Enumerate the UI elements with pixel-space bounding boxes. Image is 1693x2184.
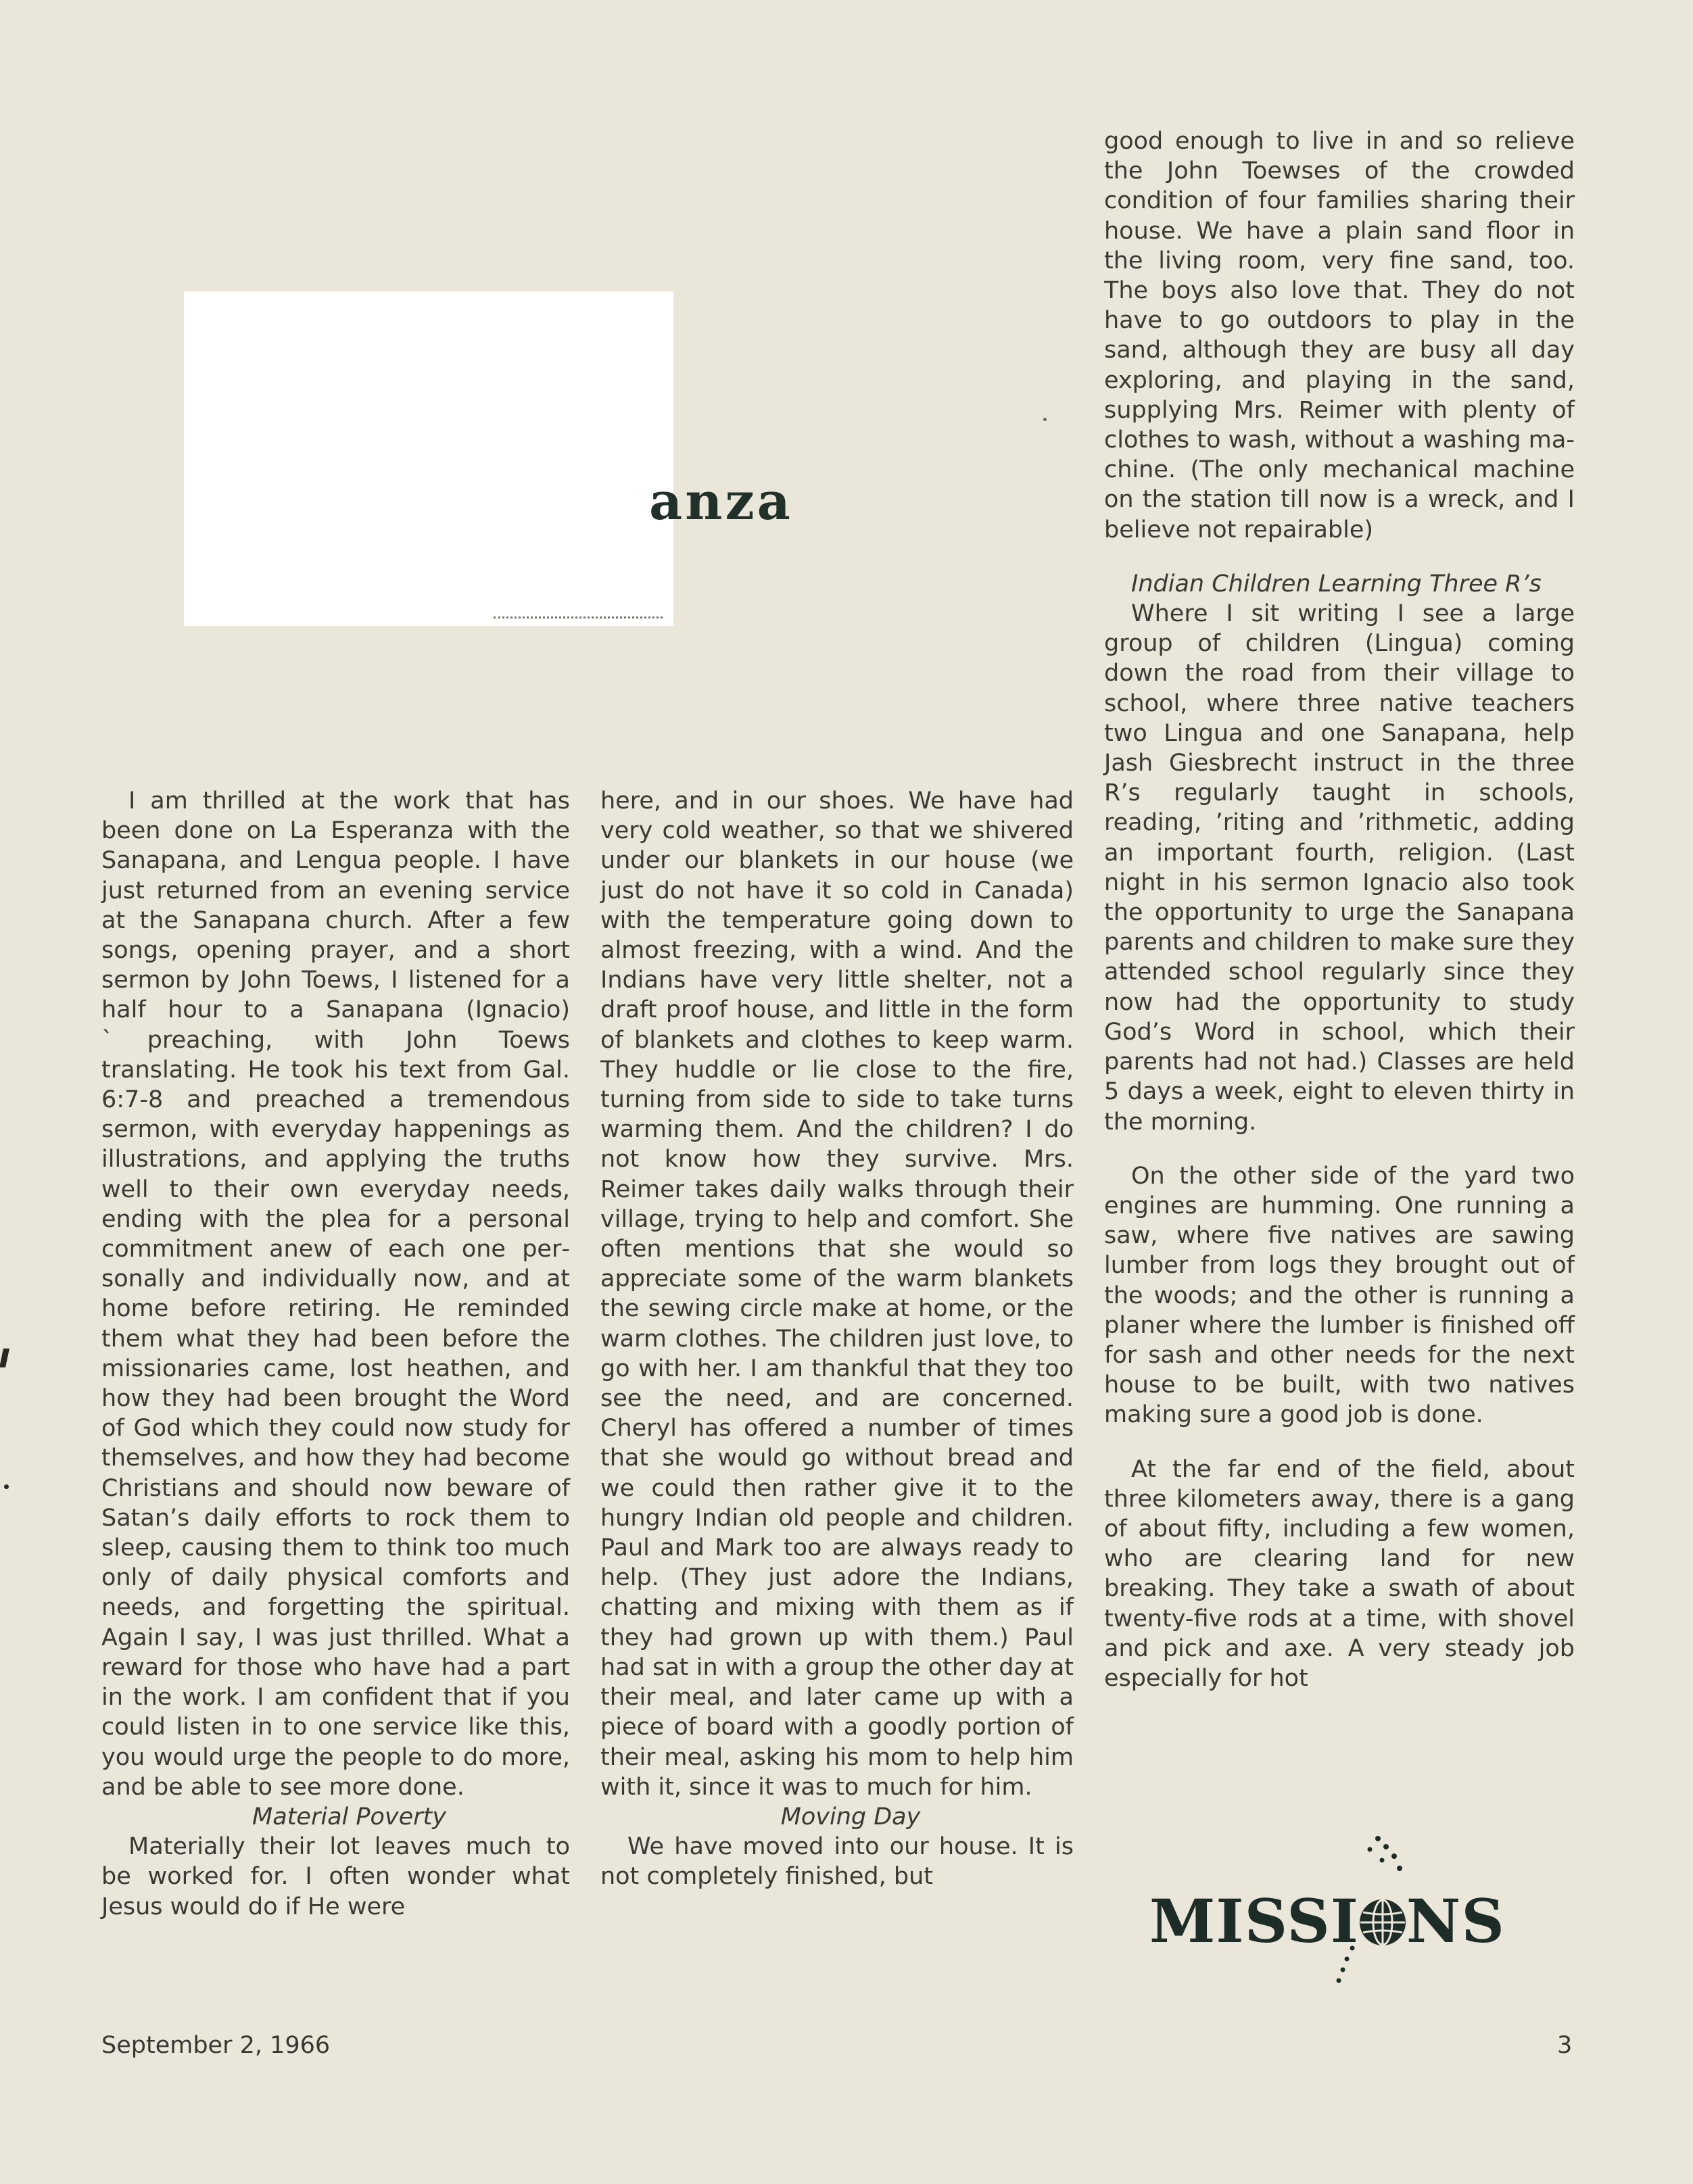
paragraph-clearing-land: At the far end of the field, about three kilometers away, there is a gang of about fifty, including a few women, who are clearing land for new breaking. They take a swath of about twenty-five rods at a time, with shovel and pick and axe. A very steady job especially for hot	[1104, 1455, 1575, 1692]
page-number: 3	[1557, 2032, 1573, 2059]
column-1	[101, 786, 570, 1922]
paragraph-house: good enough to live in and so relieve the John Toewses of the crowded condition of four families sharing their house. We have a plain sand floor in the living room, very fine sand, too. The boys also love that. They do not have to go outdoors to play in the sand, although they are busy all day exploring, and playing in the sand, supplying Mrs. Reimer with plenty of clothes to wash, without a washing machine. (The only mechanical machine on the station till now is a wreck, and I believe not repairable)	[1104, 128, 1575, 543]
missions-wordmark	[1149, 1886, 1505, 1963]
byline-fragment	[494, 616, 663, 624]
paragraph-engines: On the other side of the yard two engines are humming. One running a saw, where five natives are sawing lumber from logs they brought out of the woods; and the other is running a planer where the lumber is finished off for sash and other needs for the next house to be built, with two natives making sure a good job is done.	[1104, 1162, 1575, 1429]
margin-mark	[0, 1349, 9, 1367]
margin-dot	[4, 1484, 9, 1489]
subhead-moving-day: Moving Day	[780, 1803, 921, 1830]
globe-icon	[1356, 1893, 1409, 1963]
column-2	[600, 786, 1074, 1892]
paragraph-intro: I am thrilled at the work that has been done on La Esperanza with the Sanapana, and Lengua people. I have just returned from an evening service at the Sanapana church. After a few songs, opening prayer, and a short sermon by John Toews, I listened for a half hour to a Sanapana (Ignacio) ˋpreaching, with John Toews translating. He took his text from Gal. 6:7-8 and preached a tremendous sermon, with everyday happenings as illustrations, and applying the truths well to their own everyday needs, ending with the plea for a personal commitment anew of each one personally and individually now, and at home before retiring. He reminded them what they had been before the missionaries came, lost heathen, and how they had been brought the Word of God which they could now study for themselves, and how they had become Christians and should now beware of Satan’s daily efforts to rock them to sleep, causing them to think too much only of daily physical comforts and needs, and forgetting the spiritual. Again I say, I was just thrilled. What a reward for those who have had a part in the work. I am confident that if you could listen in to one service like this, you would urge the people to do more, and be able to see more done.	[101, 787, 570, 1801]
paragraph-cold-weather: here, and in our shoes. We have had very cold weather, so that we shivered under our blankets in our house (we just do not have it so cold in Canada) with the temperature going down to almost freezing, with a wind. And the Indians have very little shelter, not a draft proof house, and little in the form of blankets and clothes to keep warm. They huddle or lie close to the fire, turning from side to side to take turns warming them. And the children? I do not know how they survive. Mrs. Reimer takes daily walks through their village, trying to help and comfort. She often mentions that she would so appreciate some of the warm blankets the sewing circle make at home, or the warm clothes. The children just love, to go with her. I am thankful that they too see the need, and are concerned. Cheryl has offered a number of times that she would go without bread and we could then rather give it to the hungry Indian old people and children. Paul and Mark too are always ready to help. (They just adore the Indians, chatting and mixing with them as if they had grown up with them.) Paul had sat in with a group the other day at their meal, and later came up with a piece of board with a goodly portion of their meal, asking his mom to help him with it, since it was to much for him.	[600, 787, 1074, 1801]
paragraph-school: Where I sit writing I see a large group of children (Lingua) coming down the road from their village to school, where three native teachers two Lingua and one Sanapana, help Jash Giesbrecht instruct in the three R’s regularly taught in schools, reading, ’riting and ’rithmetic, adding an important fourth, religion. (Last night in his sermon Ignacio also took the opportunity to urge the Sanapana parents and children to make sure they attended school regularly since they now had the opportunity to study God’s Word in school, which their parents had not had.) Classes are held 5 days a week, eight to eleven thirty in the morning.	[1104, 600, 1575, 1136]
subhead-three-rs: Indian Children Learning Three R’s	[1131, 570, 1542, 598]
page-speck	[1043, 418, 1047, 421]
redacted-area	[184, 291, 673, 626]
logo-text-before: MISSI	[1149, 1886, 1359, 1956]
title-block	[184, 291, 824, 626]
missions-logo	[1149, 1829, 1505, 1991]
title-fragment: anza	[649, 471, 793, 531]
paragraph-moving-day: We have moved into our house. It is not completely finished, but	[600, 1833, 1074, 1891]
paragraph-material-poverty: Materially their lot leaves much to be worked for. I often wonder what Jesus would do if He were	[101, 1833, 570, 1920]
subhead-material-poverty: Material Poverty	[252, 1803, 446, 1830]
column-3	[1104, 126, 1575, 1693]
footer-date: September 2, 1966	[101, 2032, 331, 2059]
logo-text-after: NS	[1406, 1886, 1505, 1956]
